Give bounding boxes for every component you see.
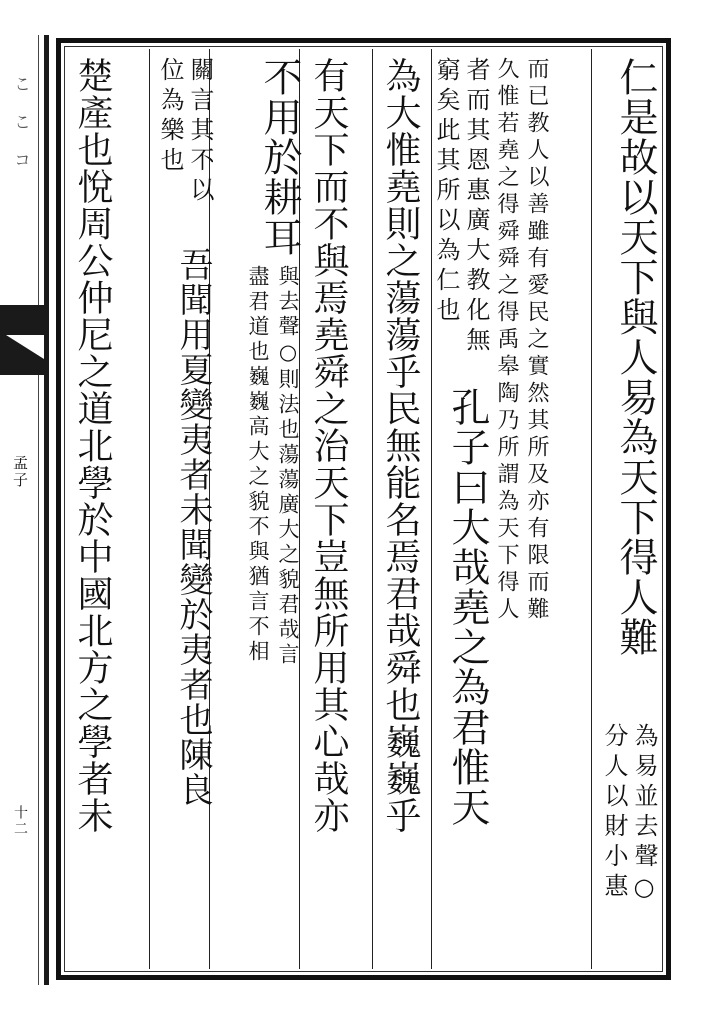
page-number: 十二 (12, 805, 28, 837)
main-text: 孔子曰大哉堯之為君惟天 (445, 387, 490, 827)
text-column-6 (215, 57, 301, 969)
commentary-left: 久惟若堯之得舜舜之得禹皋陶乃所謂為天下得人 (494, 57, 519, 624)
commentary-left: 盡君道也巍巍高大之貌不與猶言不相 (246, 265, 270, 665)
commentary-left: 位為樂也 (156, 57, 184, 177)
page-margin (0, 35, 50, 985)
margin-thin-rule (38, 35, 39, 985)
text-column-7 (157, 57, 213, 969)
book-title: 孟子 (11, 455, 29, 489)
text-column-4 (379, 57, 421, 969)
main-text: 為大惟堯則之蕩蕩乎民無能名焉君哉舜也巍巍乎 (380, 57, 421, 834)
main-text: 吾聞用夏變夷者未聞變於夷者也陳良 (173, 247, 213, 807)
text-frame (56, 38, 671, 980)
column-rule (372, 49, 373, 969)
margin-fragment-text: こ こ コ (10, 75, 30, 170)
text-column-5 (307, 57, 349, 969)
margin-thick-rule (44, 35, 49, 985)
commentary-right: 關言其不以 (186, 57, 214, 207)
main-text: 不用於耕耳 (257, 57, 302, 257)
main-text: 仁是故以天下與人易為天下得人難 (613, 57, 658, 657)
main-text: 楚產也悅周公仲尼之道北學於中國北方之學者未 (72, 57, 113, 834)
commentary-right: 為易並去聲○ (630, 723, 658, 907)
commentary-left: 分人以財小惠 (600, 723, 628, 903)
commentary-right: 者而其恩惠廣大教化無 (462, 57, 490, 357)
column-rule (149, 49, 150, 969)
commentary-right: 與去聲○則法也蕩蕩廣大之貌君哉言 (276, 265, 300, 668)
column-rule (591, 49, 592, 969)
commentary-left: 窮矣此其所以為仁也 (432, 57, 460, 327)
text-column-8 (71, 57, 113, 969)
main-text: 有天下而不與焉堯舜之治天下豈無所用其心哉亦 (308, 57, 349, 834)
commentary-right: 而已教人以善雖有愛民之實然其所及亦有限而難 (524, 57, 549, 624)
text-column-1 (601, 57, 657, 969)
text-column-3 (433, 57, 489, 969)
text-column-2 (493, 57, 549, 969)
